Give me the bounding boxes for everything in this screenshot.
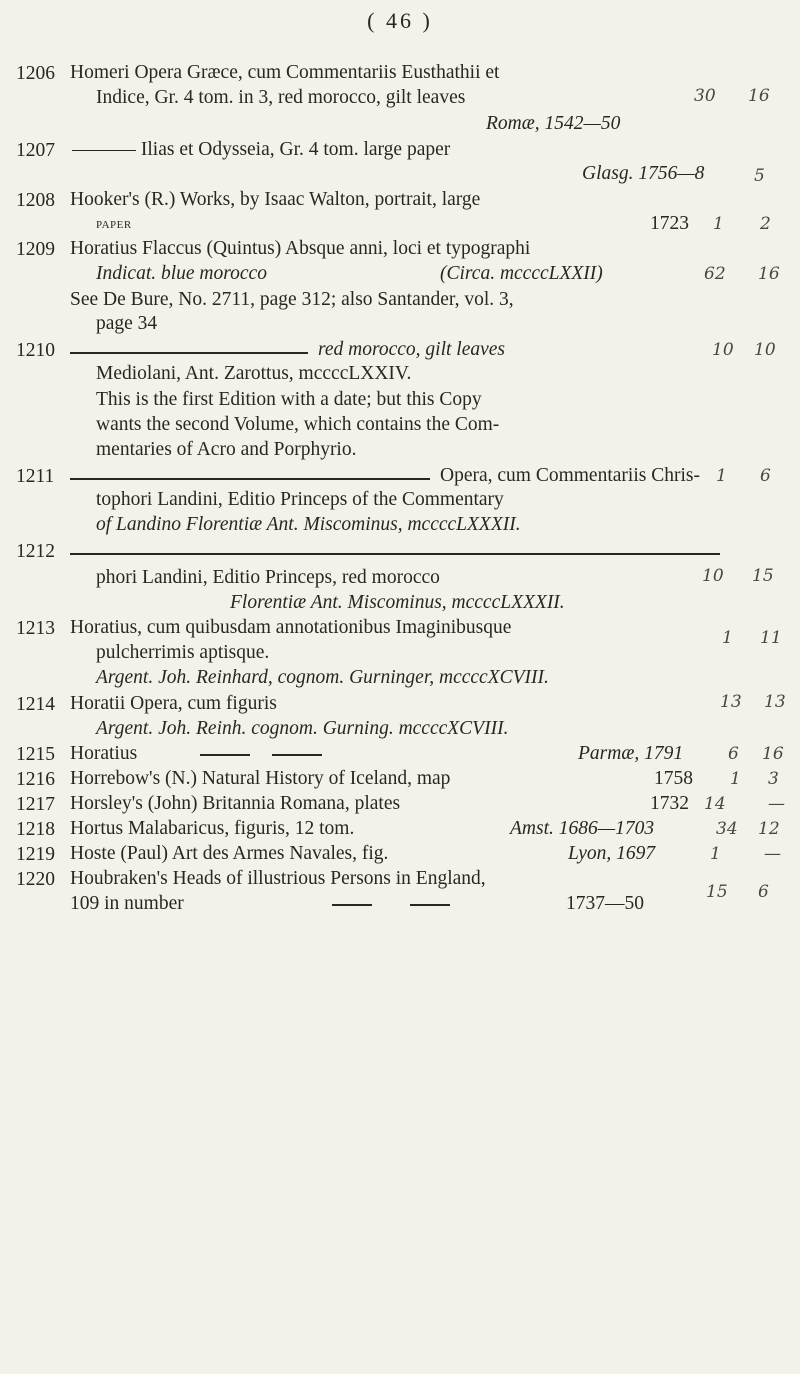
lot-title: Horsley's (John) Britannia Romana, plates [70, 793, 401, 814]
price-shillings: 3 [768, 769, 779, 789]
ditto-rule [200, 754, 250, 756]
lot-description: red morocco, gilt leaves [318, 339, 506, 360]
price-pounds: 15 [706, 882, 728, 902]
price-shillings: 16 [762, 744, 784, 764]
lot-imprint: Parmæ, 1791 [578, 743, 684, 764]
lot-note: See De Bure, No. 2711, page 312; also Santander, vol. 3, [70, 289, 514, 310]
lot-description: Indicat. blue morocco [96, 263, 267, 284]
lot-date: 1723 [650, 213, 689, 234]
lot-date: 1732 [650, 793, 689, 814]
ditto-rule [272, 754, 322, 756]
price-pounds: 1 [710, 844, 721, 864]
lot-number: 1215 [16, 744, 55, 765]
lot-note: mentaries of Acro and Porphyrio. [96, 439, 357, 460]
lot-number: 1216 [16, 769, 55, 790]
lot-imprint: Mediolani, Ant. Zarottus, mccccLXXIV. [96, 363, 412, 384]
price-pounds: 1 [730, 769, 741, 789]
price-pounds: 10 [702, 566, 724, 586]
lot-description: phori Landini, Editio Princeps, red morocco [96, 567, 440, 588]
lot-title: Horatius Flaccus (Quintus) Absque anni, loci et typographi [70, 238, 531, 259]
price-pounds: 1 [713, 214, 724, 234]
lot-imprint: of Landino Florentiæ Ant. Miscominus, mccccLXXXII. [96, 514, 521, 535]
price-pounds: 34 [716, 819, 738, 839]
price-pounds: 1 [716, 466, 727, 486]
lot-imprint: (Circa. mccccLXXII) [440, 263, 603, 284]
lot-number: 1219 [16, 844, 55, 865]
price-shillings: 15 [752, 566, 774, 586]
lot-note: page 34 [96, 313, 158, 334]
ditto-rule [70, 352, 308, 354]
lot-title: Horatius, cum quibusdam annotationibus Imaginibusque [70, 617, 512, 638]
price-shillings: 5 [754, 166, 765, 186]
lot-title: Hooker's (R.) Works, by Isaac Walton, portrait, large [70, 189, 481, 210]
lot-imprint: Argent. Joh. Reinhard, cognom. Gurninger, mccccXCVIII. [96, 667, 549, 688]
lot-title: Hoste (Paul) Art des Armes Navales, fig. [70, 843, 389, 864]
lot-number: 1212 [16, 541, 55, 562]
page-folio: ( 46 ) [367, 8, 433, 33]
lot-number: 1213 [16, 618, 55, 639]
price-shillings: 16 [748, 86, 770, 106]
lot-title: Horatius [70, 743, 138, 764]
price-shillings: 13 [764, 692, 786, 712]
lot-number: 1209 [16, 239, 55, 260]
lot-title: Homeri Opera Græce, cum Commentariis Eusthathii et [70, 62, 500, 83]
lot-title: Horatii Opera, cum figuris [70, 693, 277, 714]
price-shillings: — [768, 794, 785, 814]
lot-imprint: Lyon, 1697 [568, 843, 656, 864]
lot-imprint: Argent. Joh. Reinh. cognom. Gurning. mccccXCVIII. [96, 718, 509, 739]
ditto-rule [70, 478, 430, 480]
lot-title: Houbraken's Heads of illustrious Persons in England, [70, 868, 486, 889]
lot-description: Indice, Gr. 4 tom. in 3, red morocco, gilt leaves [96, 87, 466, 108]
lot-note: wants the second Volume, which contains the Com- [96, 414, 500, 435]
lot-number: 1210 [16, 340, 55, 361]
price-shillings: 10 [754, 340, 776, 360]
lot-title: Ilias et Odysseia, Gr. 4 tom. large paper [72, 138, 450, 162]
price-shillings: 6 [760, 466, 771, 486]
lot-number: 1220 [16, 869, 55, 890]
price-shillings: 12 [758, 819, 780, 839]
price-pounds: 6 [728, 744, 739, 764]
lot-date: 1758 [654, 768, 693, 789]
ditto-rule [410, 904, 450, 906]
lot-description: 109 in number [70, 893, 184, 914]
lot-number: 1217 [16, 794, 55, 815]
price-pounds: 14 [704, 794, 726, 814]
lot-description: tophori Landini, Editio Princeps of the Commentary [96, 489, 504, 510]
ditto-rule [332, 904, 372, 906]
price-pounds: 62 [704, 264, 726, 284]
price-pounds: 30 [694, 86, 716, 106]
lot-number: 1206 [16, 63, 55, 84]
lot-title: Hortus Malabaricus, figuris, 12 tom. [70, 818, 355, 839]
price-shillings: 11 [760, 628, 782, 648]
lot-number: 1207 [16, 140, 55, 161]
lot-description: pulcherrimis aptisque. [96, 642, 270, 663]
lot-number: 1211 [16, 466, 55, 487]
price-shillings: 6 [758, 882, 769, 902]
lot-imprint: Romæ, 1542—50 [486, 113, 621, 134]
lot-imprint: Glasg. 1756—8 [582, 163, 705, 184]
price-shillings: 2 [760, 214, 771, 234]
price-shillings: 16 [758, 264, 780, 284]
lot-date: 1737—50 [566, 893, 644, 914]
price-pounds: 10 [712, 340, 734, 360]
ditto-rule [70, 553, 720, 555]
lot-note: This is the first Edition with a date; but this Copy [96, 389, 482, 410]
lot-number: 1218 [16, 819, 55, 840]
lot-imprint: Amst. 1686—1703 [510, 818, 655, 839]
lot-title: Opera, cum Commentariis Chris- [440, 465, 700, 486]
price-shillings: — [764, 844, 781, 864]
lot-number: 1208 [16, 190, 55, 211]
price-pounds: 13 [720, 692, 742, 712]
lot-imprint: Florentiæ Ant. Miscominus, mccccLXXXII. [230, 592, 565, 613]
price-pounds: 1 [722, 628, 733, 648]
lot-description: paper [96, 215, 132, 232]
lot-number: 1214 [16, 694, 55, 715]
lot-title: Horrebow's (N.) Natural History of Iceland, map [70, 768, 451, 789]
